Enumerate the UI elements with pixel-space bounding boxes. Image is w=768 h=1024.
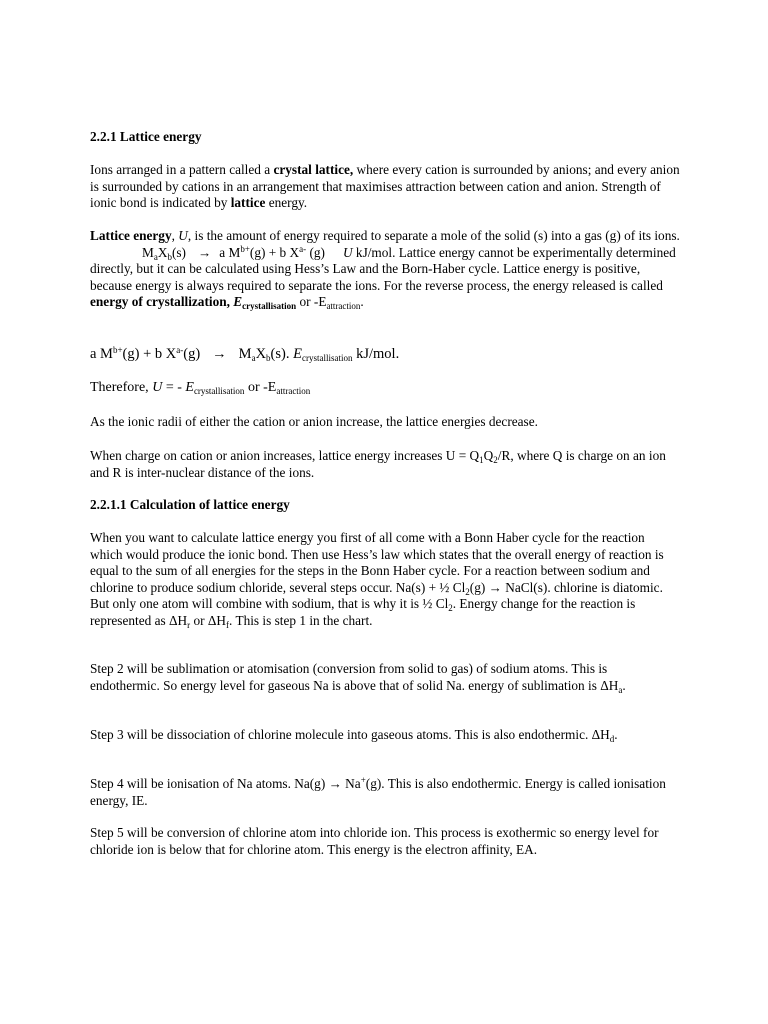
subscript: attraction — [276, 386, 311, 396]
text: (g) — [183, 346, 201, 362]
equation-inline — [142, 245, 353, 260]
subscript: a — [153, 251, 158, 262]
text: Ions arranged in a pattern called a — [90, 162, 274, 177]
symbol-E: E — [185, 380, 194, 395]
text: E — [318, 294, 327, 309]
text: Step 4 will be ionisation of Na atoms. Na(g) → Na — [90, 776, 361, 791]
term-energy-of-crystallization: energy of crystallization, — [90, 294, 234, 309]
text: Q — [483, 448, 494, 463]
subscript: 2 — [493, 455, 498, 465]
paragraph-crystal-lattice — [90, 162, 680, 212]
term-lattice: lattice — [230, 195, 266, 210]
text: X — [255, 346, 267, 362]
subscript: a — [618, 684, 623, 695]
subsection-heading: 2.2.1.1 Calculation of lattice energy — [90, 497, 290, 512]
section-heading: 2.2.1 Lattice energy — [90, 129, 202, 144]
subscript: 2 — [465, 586, 470, 597]
paragraph-lattice-energy-definition — [90, 228, 680, 311]
text: a M — [219, 244, 241, 260]
text: = - — [162, 380, 186, 395]
therefore-line — [90, 380, 680, 397]
subscript: attraction — [326, 301, 361, 311]
symbol-U: U — [342, 244, 353, 260]
text: . — [614, 727, 618, 742]
subscript: r — [187, 619, 191, 630]
arrow-icon: → — [212, 346, 227, 362]
paragraph-ionic-radii: As the ionic radii of either the cation or anion increase, the lattice energies decrease. — [90, 414, 538, 429]
subscript: b — [266, 353, 271, 363]
text: M — [142, 244, 154, 260]
symbol-U: U — [152, 380, 163, 395]
subscript: d — [609, 734, 615, 744]
text: /R, where Q is charge on an ion and R is inter-nuclear distance of the ions. — [90, 448, 666, 480]
subscript: crystallisation — [301, 353, 353, 363]
text: (g) + b X — [249, 244, 300, 260]
subscript: a — [251, 353, 256, 363]
text: (g) → NaCl(s). chlorine is diatomic. But only one atom will combine with sodium, that is why it is ½ Cl — [90, 579, 663, 611]
text: , — [171, 228, 179, 243]
paragraph-charge — [90, 448, 680, 481]
text: (g) — [306, 244, 325, 260]
text: a M — [90, 346, 113, 362]
text: (g). This is also endothermic. Energy is called ionisation energy, IE. — [90, 776, 666, 808]
paragraph-step-4 — [90, 776, 680, 809]
paragraph-calculation — [90, 530, 680, 629]
text: (g) + b X — [122, 346, 177, 362]
text: where every cation is surrounded by anions; and every anion is surrounded by cations in an arrangement that maximises attraction between cation and anion. Strength of ionic bond is indicated by — [90, 162, 680, 210]
paragraph-step-3 — [90, 727, 680, 744]
subscript: 1 — [479, 455, 484, 465]
text: When charge on cation or anion increases, lattice energy increases U = Q — [90, 448, 480, 463]
superscript: b+ — [112, 345, 123, 355]
term-lattice-energy: Lattice energy — [90, 228, 172, 243]
subscript: f — [226, 619, 230, 630]
subscript: 2 — [448, 603, 453, 613]
subscript: b — [167, 251, 172, 262]
text: Step 3 will be dissociation of chlorine molecule into gaseous atoms. This is also endothermic. ΔH — [90, 727, 610, 742]
paragraph-step-5: Step 5 will be conversion of chlorine atom into chloride ion. This process is exothermic so energy level for chloride ion is below that for chlorine atom. This energy is the electron affinity, EA. — [90, 825, 659, 857]
text: M — [238, 346, 252, 362]
text: or -E — [244, 380, 277, 395]
superscript: b+ — [240, 243, 250, 254]
text: or ΔH — [190, 612, 227, 628]
symbol-U: U — [178, 228, 188, 243]
superscript: a- — [299, 243, 307, 254]
text: . This is step 1 in the chart. — [229, 612, 373, 628]
equation-crystallisation — [90, 346, 680, 363]
text: , is the amount of energy required to separate a mole of the solid (s) into a gas (g) of its ions. — [187, 228, 680, 243]
arrow-icon: → — [197, 244, 212, 260]
text: . — [360, 294, 364, 309]
paragraph-step-2 — [90, 661, 680, 694]
text: When you want to calculate lattice energy you first of all come with a Bonn Haber cycle for the reaction which would produce the ionic bond. Then use Hess’s law which states that the overall energy of reaction is equal to the sum of all energies for the steps in the Bonn Haber cycle. For a reaction between sodium and chlorine to produce sodium chloride, several steps occur. Na(s) + ½ Cl — [90, 530, 664, 595]
symbol-E: E — [293, 346, 302, 362]
symbol-E: E — [233, 294, 243, 309]
superscript: a- — [176, 345, 184, 355]
text: (s) — [171, 244, 186, 260]
text: X — [157, 244, 168, 260]
text: kJ/mol. Lattice energy cannot be experimentally determined directly, but it can be calculated using Hess’s Law and the Born-Haber cycle. Lattice energy is positive, because energy is always required to separate the ions. For the reverse process, the energy released is called — [90, 244, 676, 293]
text: kJ/mol. — [352, 346, 400, 362]
text: (s). — [270, 346, 294, 362]
text: . — [622, 677, 626, 693]
text: energy. — [265, 195, 308, 210]
text: . Energy change for the reaction is represented as ΔH — [90, 596, 636, 628]
subscript: crystallisation — [242, 301, 297, 311]
superscript: + — [360, 775, 366, 785]
text: Therefore, — [90, 380, 153, 395]
text: Step 2 will be sublimation or atomisation (conversion from solid to gas) of sodium atoms. This is endothermic. So energy level for gaseous Na is above that of solid Na. energy of sublimation is ΔH — [90, 661, 619, 693]
term-crystal-lattice: crystal lattice, — [273, 162, 354, 177]
text: or - — [296, 294, 319, 309]
subscript: crystallisation — [193, 386, 245, 396]
